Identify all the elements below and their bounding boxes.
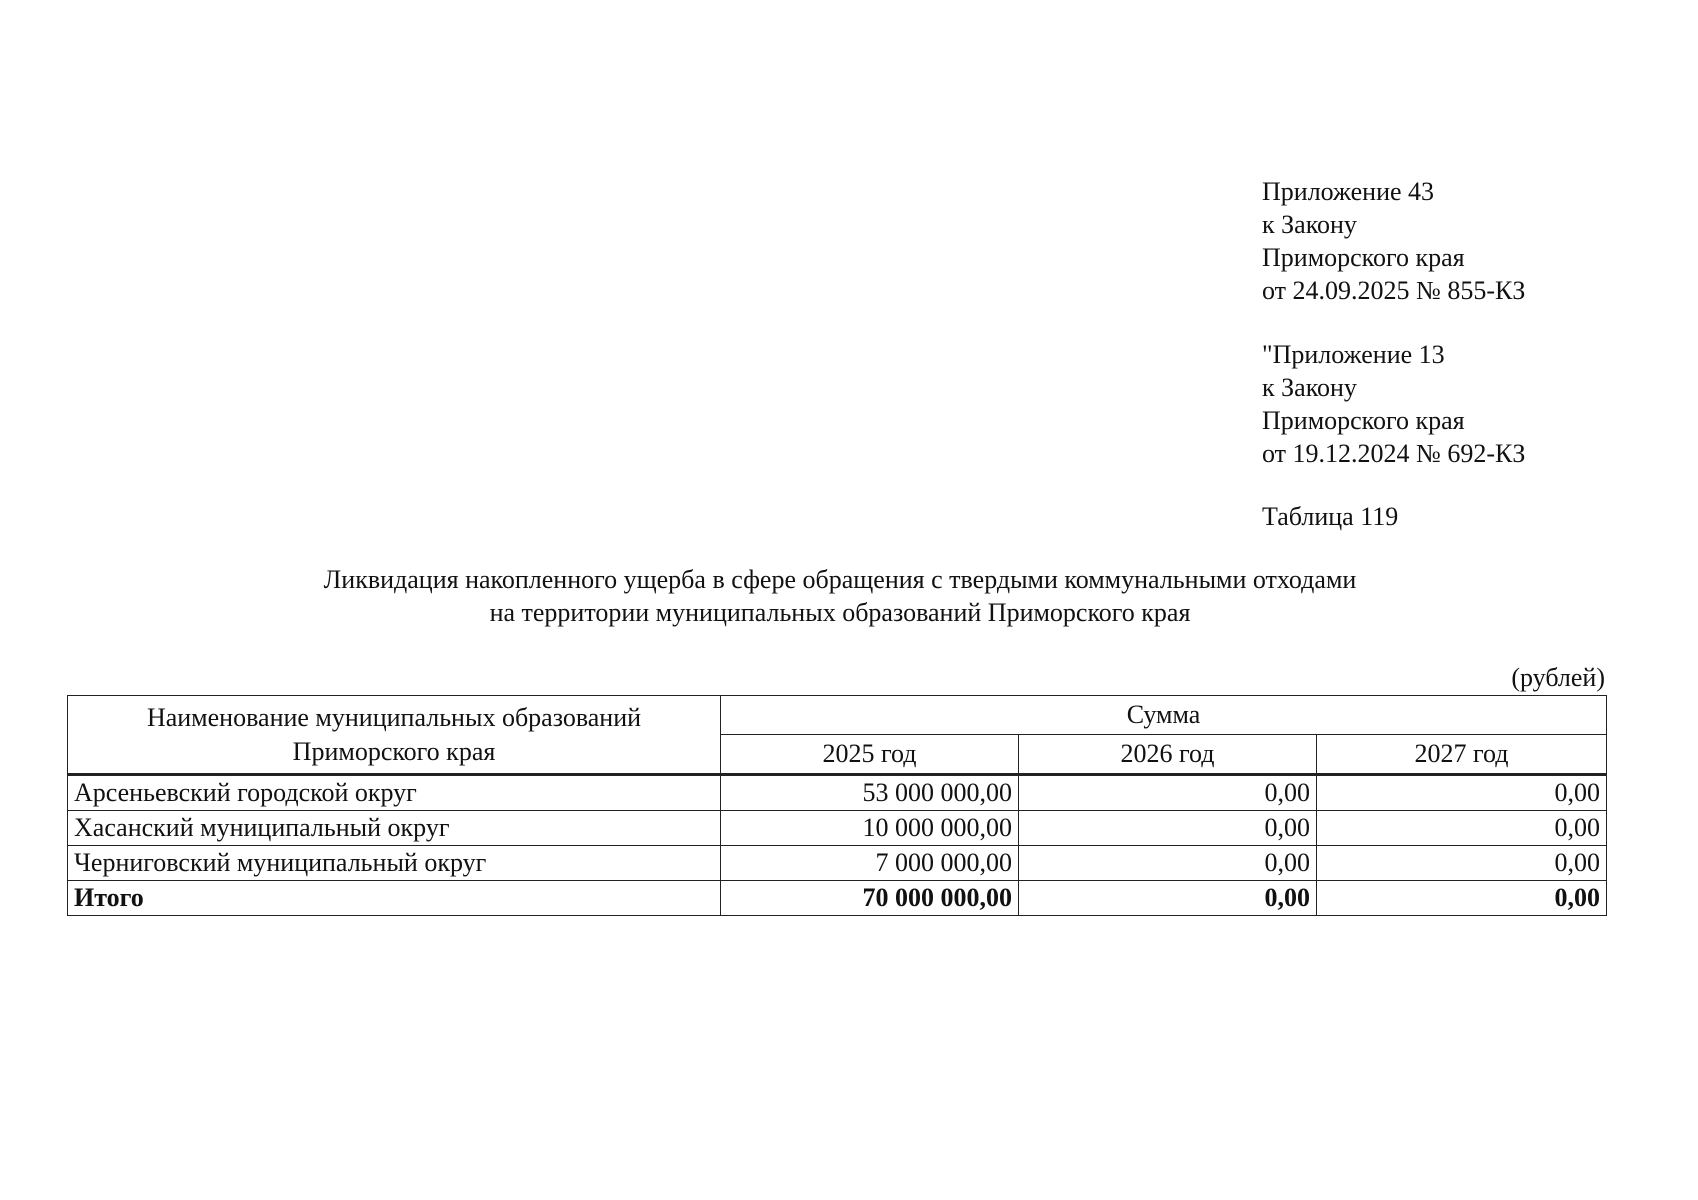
appendix-line: "Приложение 13 [1262,340,1445,369]
column-header-sum: Сумма [721,696,1607,735]
row-value-2025: 53 000 000,00 [721,775,1019,811]
row-value-2027: 0,00 [1317,811,1607,846]
funding-table [67,695,1607,916]
table-row [68,775,1607,811]
column-header-year-2026: 2026 год [1019,735,1317,775]
table-row [68,846,1607,881]
table-total-row [68,881,1607,916]
row-value-2026: 0,00 [1019,846,1317,881]
row-value-2025: 10 000 000,00 [721,811,1019,846]
column-header-year-2027: 2027 год [1317,735,1607,775]
total-value-2025: 70 000 000,00 [721,881,1019,916]
appendix-line: Приложение 43 [1262,177,1435,206]
table-row [68,811,1607,846]
appendix-line: от 24.09.2025 № 855-КЗ [1262,276,1526,305]
row-name: Черниговский муниципальный округ [68,846,721,881]
row-value-2027: 0,00 [1317,846,1607,881]
document-title [70,563,1610,629]
appendix-reference-original [1262,338,1525,470]
column-header-name: Наименование муниципальных образований Приморского края [68,696,721,775]
table-number: Таблица 119 [1262,502,1399,531]
title-line: Ликвидация накопленного ущерба в сфере обращения с твердыми коммунальными отходами [323,565,1357,594]
appendix-line: к Закону [1262,373,1357,402]
row-value-2027: 0,00 [1317,775,1607,811]
row-name: Хасанский муниципальный округ [68,811,721,846]
total-label: Итого [68,881,721,916]
row-value-2026: 0,00 [1019,775,1317,811]
appendix-reference-current [1262,175,1525,307]
row-name: Арсеньевский городской округ [68,775,721,811]
total-value-2026: 0,00 [1019,881,1317,916]
title-line: на территории муниципальных образований Приморского края [489,598,1191,627]
appendix-line: Приморского края [1262,243,1465,272]
appendix-line: к Закону [1262,210,1357,239]
appendix-line: от 19.12.2024 № 692-КЗ [1262,439,1526,468]
column-header-year-2025: 2025 год [721,735,1019,775]
appendix-line: Приморского края [1262,406,1465,435]
units-label: (рублей) [1511,663,1605,692]
table-header-row [68,696,1607,735]
row-value-2026: 0,00 [1019,811,1317,846]
row-value-2025: 7 000 000,00 [721,846,1019,881]
total-value-2027: 0,00 [1317,881,1607,916]
